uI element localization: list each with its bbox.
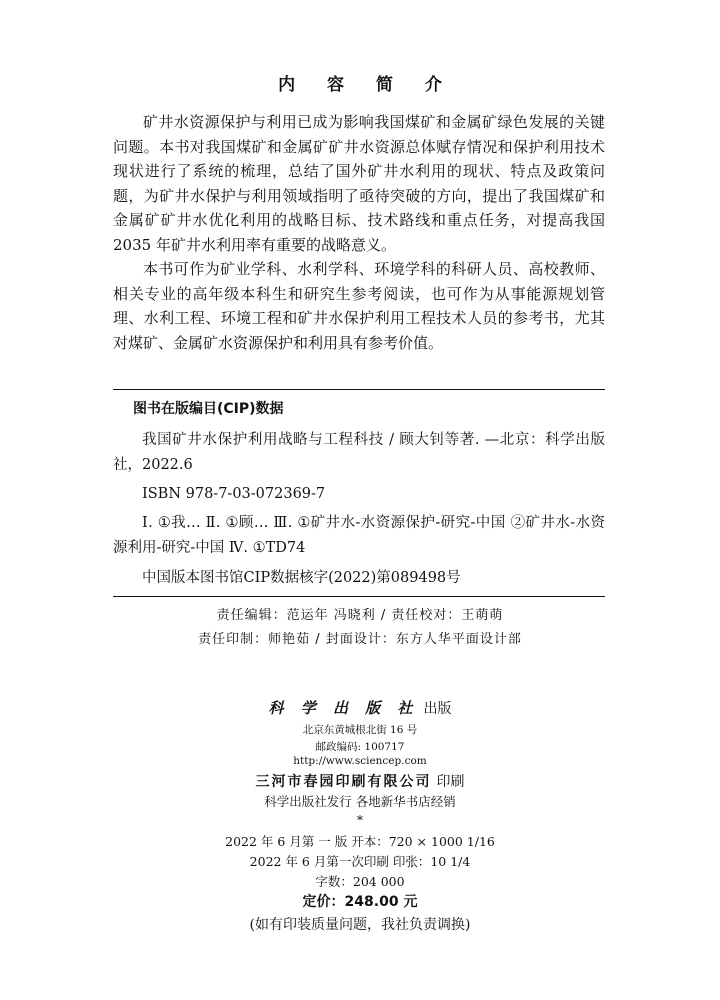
separator-star: * <box>356 812 364 827</box>
cip-classification: Ⅰ. ①我… Ⅱ. ①顾… Ⅲ. ①矿井水-水资源保护-研究-中国 ②矿井水-水资源利用-研究-中国 Ⅳ. ①TD74 <box>113 515 605 556</box>
abstract-paragraph-1: 矿井水资源保护与利用已成为影响我国煤矿和金属矿绿色发展的关键问题。本书对我国煤矿和金属矿矿井水资源总体赋存情况和保护利用技术现状进行了系统的梳理，总结了国外矿井水利用的现状、特点及政策问题，为矿井水保护与利用领域指明了亟待突破的方向，提出了我国煤矿和金属矿矿井水优化利用的战略目标、技术路线和重点任务，对提高我国 2035 年矿井水利用率有重要的战略意义。 <box>113 113 605 254</box>
printing-line: 2022 年 6 月第一次印刷 印张：10 1/4 <box>249 854 471 869</box>
cip-entry: 我国矿井水保护利用战略与工程科技 / 顾大钊等著. —北京：科学出版社，2022.6 <box>113 432 605 473</box>
cip-isbn-block <box>113 482 605 507</box>
edition-line: 2022 年 6 月第 一 版 开本：720 × 1000 1/16 <box>225 834 495 849</box>
publisher-address: 北京东黄城根北街 16 号 <box>302 724 418 736</box>
cip-classification-block <box>113 511 605 561</box>
cip-verification-block <box>113 566 605 591</box>
publisher-line <box>0 697 720 718</box>
cip-isbn: ISBN 978-7-03-072369-7 <box>142 486 326 502</box>
publisher-postcode: 邮政编码: 100717 <box>315 741 405 753</box>
price: 定价：248.00 元 <box>302 894 418 910</box>
cip-entry-block <box>113 428 605 478</box>
cip-heading: 图书在版编目(CIP)数据 <box>133 401 284 417</box>
abstract-paragraph-2: 本书可作为矿业学科、水利学科、环境学科的科研人员、高校教师、相关专业的高年级本科生和研究生参考阅读，也可作为从事能源规划管理、水利工程、环境工程和矿井水保护利用工程技术人员的参考书，尤其对煤矿、金属矿水资源保护和利用具有参考价值。 <box>113 260 605 352</box>
cip-verification: 中国版本图书馆CIP数据核字(2022)第089498号 <box>142 570 461 586</box>
word-count: 字数：204 000 <box>315 874 405 889</box>
publisher-name: 科 学 出 版 社 <box>268 699 419 717</box>
credits-line-1: 责任编辑：范运年 冯晓利 / 责任校对：王萌萌 <box>216 608 504 623</box>
abstract-text <box>113 110 605 355</box>
cip-bottom-rule <box>113 596 605 597</box>
cip-top-rule <box>113 389 605 390</box>
publisher-url: http://www.sciencep.com <box>293 755 427 767</box>
quality-note: (如有印装质量问题，我社负责调换) <box>249 917 471 933</box>
page-title: 内 容 简 介 <box>278 75 455 95</box>
credits-line-2: 责任印制：师艳茹 / 封面设计：东方人华平面设计部 <box>198 632 522 647</box>
distribution-line: 科学出版社发行 各地新华书店经销 <box>264 794 456 809</box>
printer-suffix: 印刷 <box>436 774 465 790</box>
printer-name: 三河市春园印刷有限公司 <box>255 774 432 790</box>
printer-line <box>0 771 720 791</box>
publisher-suffix: 出版 <box>423 701 452 717</box>
